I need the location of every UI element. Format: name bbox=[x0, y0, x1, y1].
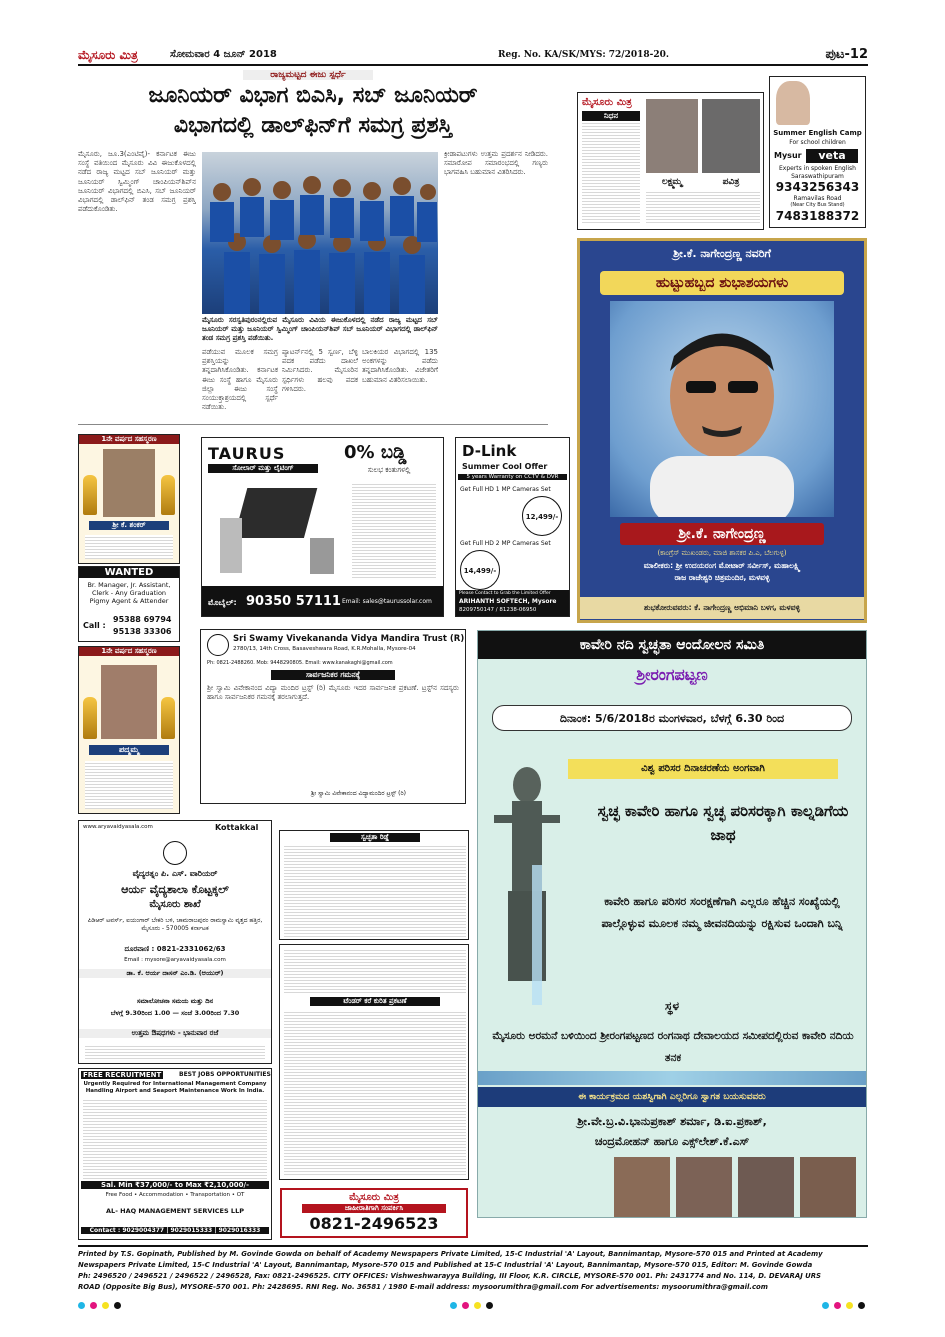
birthday-greeting: ಹುಟ್ಟುಹಬ್ಬದ ಶುಭಾಶಯಗಳು bbox=[600, 271, 844, 295]
arya-email: Email : mysore@aryavaidyasala.com bbox=[124, 957, 226, 963]
magenta-dot bbox=[834, 1302, 841, 1309]
obituary-deity-photo bbox=[702, 99, 760, 173]
birthday-top-line: ಶ್ರೀ.ಕೆ. ನಾಗೇಂದ್ರಣ್ಣ ನವರಿಗೆ bbox=[673, 247, 771, 260]
veta-location-2: Ramavilas Road bbox=[793, 195, 842, 202]
wanted-roles: Br. Manager, Jr. Assistant, Clerk - Any Graduation Pigmy Agent & Attender bbox=[87, 581, 171, 605]
mm-ad-title: ಮೈಸೂರು ಮಿತ್ರ bbox=[349, 1192, 399, 1203]
mysore-mitra-ad bbox=[280, 1188, 468, 1238]
trust-public-notice bbox=[200, 629, 466, 804]
recruit-title-2: BEST JOBS OPPORTUNITIES bbox=[179, 1071, 271, 1078]
arya-url: www.aryavaidyasala.com bbox=[83, 824, 153, 830]
kaveri-place: ಶ್ರೀರಂಗಪಟ್ಟಣ bbox=[636, 665, 708, 684]
kaveri-walk-title: ಸ್ವಚ್ಛ ಕಾವೇರಿ ಹಾಗೂ ಸ್ವಚ್ಛ ಪರಿಸರಕ್ಕಾಗಿ ಕಾಲ್ನಡಿಗೆಯ ಜಾಥ bbox=[597, 802, 849, 844]
trust-emblem-icon bbox=[207, 634, 229, 656]
arya-footer-text bbox=[85, 1045, 265, 1059]
arya-products: ಉತ್ತಮ ಔಷಧಗಳು - ಭಾನುವಾರ ರಜೆ bbox=[79, 1029, 271, 1038]
birthday-detail-3: ರಾಜ ರಾಜೇಶ್ವರಿ ಚಿತ್ರಮಂದಿರ, ಮಳವಳ್ಳಿ bbox=[674, 573, 770, 582]
kaveri-goddess-statue bbox=[482, 755, 572, 1005]
taurus-offer: 0% ಬಡ್ಡಿ bbox=[344, 442, 407, 463]
veta-tagline: Experts in spoken English bbox=[778, 165, 856, 172]
trust-signature: ಶ್ರೀ ಸ್ವಾಮಿ ವಿವೇಕಾನಂದ ವಿದ್ಯಾಮಂದಿರ ಟ್ರಸ್ಟ್ (ರಿ) bbox=[311, 790, 407, 797]
wanted-ad bbox=[78, 566, 180, 642]
birthday-detail-1: (ಕಾಂಗ್ರೆಸ್ ಮುಖಂಡರು, ಮಾಜಿ ಶಾಸಕರ ಪಿ.ಎ, ಬೆಲಗುಳ್ಳ) bbox=[657, 549, 787, 557]
veta-camp-sub: For school children bbox=[789, 139, 846, 146]
organiser-photo-3 bbox=[738, 1157, 794, 1217]
birthday-person-name: ಶ್ರೀ.ಕೆ. ನಾಗೇಂದ್ರಣ್ಣ bbox=[620, 523, 824, 545]
imprint-line-1: Printed by T.S. Gopinath, Published by M. Govinde Gowda on behalf of Academy Newspapers Private Limited, 15-C Industrial 'A' Layout, Bannimantap, Mysore-570 015 and Printed at Academy bbox=[78, 1250, 823, 1258]
wanted-title: WANTED bbox=[79, 567, 179, 578]
team-photo-figures bbox=[202, 152, 438, 314]
birthday-footer: ಶುಭಕೋರುವವರು: ಕೆ. ನಾಗೇಂದ್ರಣ್ಣ ಅಭಿಮಾನಿ ಬಳಗ, ಮಳವಳ್ಳಿ bbox=[580, 597, 864, 619]
veta-brand-logo: veta bbox=[806, 149, 858, 163]
arya-branch: ಮೈಸೂರು ಶಾಖೆ bbox=[149, 899, 201, 910]
free-recruitment-ad bbox=[78, 1068, 272, 1240]
imprint-line-2: Newspapers Private Limited, 15-C Industrial 'A' Layout, Bannimantap, Mysore-570 015 and Published at 15-C Industrial 'A' Layout, Bannimantap, Mysore-570 015, Editor: M. Govinde Gowda bbox=[78, 1261, 813, 1269]
cyan-dot bbox=[450, 1302, 457, 1309]
kaveri-organisers-2: ಚಂದ್ರಮೋಹನ್ ಹಾಗೂ ಎಕ್ಸ್‌ಲೇಶ್.ಕೆ.ಎಸ್ bbox=[594, 1135, 750, 1148]
masthead-logo: ಮೈಸೂರು ಮಿತ್ರ bbox=[78, 48, 138, 62]
tender-top-table bbox=[284, 845, 466, 937]
lamp-left-icon bbox=[83, 475, 97, 515]
recruit-company: AL- HAQ MANAGEMENT SERVICES LLP bbox=[106, 1207, 244, 1215]
veta-phone-2: 7483188372 bbox=[775, 209, 860, 223]
dlink-price-1-badge: 12,499/- bbox=[522, 496, 562, 536]
taurus-product-list bbox=[352, 482, 436, 578]
dlink-phone: 8209750147 / 81238-06950 bbox=[459, 607, 537, 613]
arya-brand: Kottakkal bbox=[215, 823, 259, 832]
main-article bbox=[78, 70, 548, 425]
obituary-details bbox=[646, 191, 760, 223]
trust-address: 2780/13, 14th Cross, Basaveshwara Road, K.R.Mohalla, Mysore-04 bbox=[233, 646, 416, 652]
trust-notice-body: ಶ್ರೀ ಸ್ವಾಮಿ ವಿವೇಕಾನಂದ ವಿದ್ಯಾ ಮಂದಿರ ಟ್ರಸ್ಟ್ (ರಿ) ಮೈಸೂರು ಇದರ ಸಾರ್ವಜನಿಕ ಪ್ರಕಟಣೆ. ಟ್ರಸ್ಟ್‌ನ ಸದಸ್ಯರು ಹಾಗೂ ಸಾರ್ವಜನಿಕರ ಗಮನಕ್ಕೆ ತರಲಾಗುತ್ತದೆ. bbox=[207, 684, 459, 702]
magenta-dot bbox=[90, 1302, 97, 1309]
imprint-footer bbox=[78, 1245, 868, 1295]
lamp-right-icon bbox=[161, 697, 175, 739]
trust-title: Sri Swamy Vivekananda Vidya Mandira Trust (R) bbox=[233, 634, 465, 644]
birthday-detail-2: ಮಾಲೀಕರು: ಶ್ರೀ ಉದಯರಂಗ ಮೋಟಾರ್ ಸರ್ವೀಸ್, ಮಹಾಲಕ್ಷ್ಮಿ bbox=[643, 561, 801, 570]
tender-notice-top bbox=[279, 830, 469, 940]
imprint-line-4: ROAD (Opposite Big Bus), MYSORE-570 001. Ph: 2428695. RNI Reg. No. 36581 / 1980 E-mail address: mysoorumithra@gmail.com For advertisements: mysoorumithra@gmail.com bbox=[78, 1283, 768, 1291]
taurus-solar-ad bbox=[201, 437, 444, 617]
registration-dots-right bbox=[822, 1302, 872, 1312]
recruit-job-list bbox=[83, 1099, 267, 1179]
cyan-dot bbox=[78, 1302, 85, 1309]
veta-location-2-note: (Near City Bus Stand) bbox=[790, 202, 845, 208]
arya-address: ಪಿಡಿಆರ್ ಟವರ್ಸ್, ಐಯಂಗಾರ್ ಬೇಕರಿ ಬಳಿ, ಚಾಮರಾಜಪುರಂ ರಾಮಸ್ವಾಮಿ ವೃತ್ತದ ಹತ್ತಿರ, ಮೈಸೂರು - 570005 ಕರ್ನಾಟಕ bbox=[87, 917, 263, 932]
obituary-name: ಲಕ್ಷ್ಮಮ್ಮ bbox=[661, 177, 683, 187]
black-dot bbox=[486, 1302, 493, 1309]
tender-notice-bottom bbox=[279, 944, 469, 1180]
dlink-company: ARIHANTH SOFTECH, Mysore bbox=[459, 598, 557, 605]
registration-dots-left bbox=[78, 1302, 148, 1312]
article-column-3: ಪ್ಯಾಟರ್ನ್‌ನಲ್ಲಿ 5 ಸ್ವರ್ಣ, ಬೆಳ್ಳಿ ಪದಕ ಪಡೆದು ದಾಖಲೆ ನಿರ್ಮಿಸಿದರು. ಮೈಸೂರಿನ ಸ್ಪರ್ಧಿಗಳು ಹಲವು ಪದಕ ಗಳಿಸಿದರು. bbox=[282, 348, 358, 393]
anniversary-2-name: ಪದ್ಮಮ್ಮ bbox=[89, 745, 169, 755]
kaveri-venue-label: ಸ್ಥಳ bbox=[664, 999, 680, 1013]
kaveri-river-strip bbox=[478, 1071, 866, 1085]
anniversary-1-photo bbox=[103, 449, 155, 517]
article-kicker: ರಾಜ್ಯಮಟ್ಟದ ಈಜು ಸ್ಪರ್ಧೆ bbox=[243, 70, 373, 80]
imprint-line-3: Ph: 2496520 / 2496521 / 2496522 / 2496528, Fax: 0821-2496525. CITY OFFICES: Vishweshwarayya Building, III Floor, K.R. CIRCLE, MYSORE-570 001. Ph: 2431774 and No. 114, D. DEVARAJ URS bbox=[78, 1272, 822, 1280]
tender-bottom-body bbox=[284, 1011, 466, 1175]
arya-emblem-icon bbox=[163, 841, 187, 865]
arya-doctor: ಡಾ. ಕೆ. ಆರ್ಯ ದಾಸನ್ ಎಂ.ಡಿ. (ಆಯುರ್) bbox=[79, 969, 271, 978]
taurus-email: Email: sales@taurussolar.com bbox=[342, 598, 432, 605]
wanted-phone-2: 95138 33306 bbox=[113, 627, 172, 636]
recruit-salary: Sal. Min ₹37,000/- to Max ₹2,10,000/- bbox=[81, 1181, 269, 1189]
obituary-caption: ಪವಿತ್ರ bbox=[722, 177, 740, 187]
anniversary-2-photo bbox=[101, 665, 157, 739]
tender-bottom-header bbox=[284, 949, 466, 993]
taurus-offer-sub: ಸುಲಭ ಕಂತುಗಳಲ್ಲಿ bbox=[367, 466, 411, 474]
organiser-photo-2 bbox=[676, 1157, 732, 1217]
yellow-dot bbox=[474, 1302, 481, 1309]
trust-notice-heading: ಸಾರ್ವಜನಿಕರ ಗಮನಕ್ಕೆ bbox=[271, 670, 395, 680]
page-number: ಪುಟ-12 bbox=[825, 47, 868, 62]
article-column-4: ಬಾಲಕಿಯರ ವಿಭಾಗದಲ್ಲಿ 135 ಅಂಕಗಳನ್ನು ಪಡೆದು ತನ್ನದಾಗಿಸಿಕೊಂಡಿತು. ವಿಜೇತರಿಗೆ ಬಹುಮಾನ ವಿತರಿಸಲಾಯಿತು. bbox=[362, 348, 438, 384]
kaveri-venue: ಮೈಸೂರು ಅರಮನೆ ಬಳಿಯಿಂದ ಶ್ರೀರಂಗಪಟ್ಟಣದ ರಂಗನಾಥ ದೇವಾಲಯದ ಸಮೀಪದಲ್ಲಿರುವ ಕಾವೇರಿ ನದಿಯ ತನಕ bbox=[492, 1030, 854, 1064]
yellow-dot bbox=[102, 1302, 109, 1309]
team-photo bbox=[202, 152, 438, 314]
arya-timing-label: ಸಮಾಲೋಚನಾ ಸಮಯ ಮತ್ತು ದಿನ bbox=[136, 997, 214, 1005]
arya-vaidya-sala-ad bbox=[78, 820, 272, 1064]
tender-top-title: ಸ್ವಚ್ಛತಾ ರಿಡ್ಡೆ bbox=[330, 833, 420, 842]
taurus-mobile: 90350 57111 bbox=[246, 594, 341, 609]
kaveri-appeal: ಕಾವೇರಿ ಹಾಗೂ ಪರಿಸರ ಸಂರಕ್ಷಣೆಗಾಗಿ ಎಲ್ಲರೂ ಹೆಚ್ಚಿನ ಸಂಖ್ಯೆಯಲ್ಲಿ ಪಾಲ್ಗೊಳ್ಳುವ ಮೂಲಕ ನಮ್ಮ ಜೀವನದಿಯನ್ನು ರಕ್ಷಿಸುವ ಒಂದಾಗಿ ಬನ್ನಿ bbox=[601, 895, 843, 930]
kaveri-org-name: ಕಾವೇರಿ ನದಿ ಸ್ವಚ್ಛತಾ ಆಂದೋಲನ ಸಮಿತಿ bbox=[478, 631, 866, 659]
birthday-wishes-ad bbox=[577, 238, 867, 623]
recruit-contact: Contact : 9029004377 | 9029015333 | 9029016333 bbox=[81, 1227, 269, 1234]
veta-kid-photo bbox=[776, 81, 810, 125]
dlink-offer-2: Get Full HD 2 MP Cameras Set bbox=[460, 540, 551, 547]
registration-number: Reg. No. KA/SK/MYS: 72/2018-20. bbox=[498, 50, 670, 60]
kaveri-organisers-1: ಶ್ರೀ.ವೇ.ಬ್ರ.ವಿ.ಭಾನುಪ್ರಕಾಶ್ ಶರ್ಮಾ, ಡಿ.ಐ.ಪ್ರಕಾಶ್, bbox=[577, 1115, 767, 1128]
anniversary-2-text bbox=[85, 761, 173, 809]
veta-camp-title: Summer English Camp bbox=[773, 129, 862, 137]
veta-location-1: Saraswathipuram bbox=[791, 173, 844, 180]
obituary-photo bbox=[646, 99, 698, 173]
yellow-dot bbox=[846, 1302, 853, 1309]
birthday-portrait bbox=[610, 301, 834, 517]
dlink-contact-note: Please Contact to Grab the Limited Offer bbox=[459, 591, 551, 596]
organiser-photo-1 bbox=[614, 1157, 670, 1217]
organiser-photo-4 bbox=[800, 1157, 856, 1217]
article-headline-line2: ವಿಭಾಗದಲ್ಲಿ ಡಾಲ್‌ಫಿನ್‌ಗೆ ಸಮಗ್ರ ಪ್ರಶಸ್ತಿ bbox=[173, 113, 453, 138]
dlink-cctv-ad bbox=[455, 437, 570, 617]
obituary-paper-title: ಮೈಸೂರು ಮಿತ್ರ bbox=[582, 97, 632, 108]
masthead-bar bbox=[78, 46, 868, 66]
kaveri-invitation: ಈ ಕಾರ್ಯಕ್ರಮದ ಯಶಸ್ವಿಗಾಗಿ ಎಲ್ಲರಿಗೂ ಸ್ವಾಗತ ಬಯಸುವವರು bbox=[478, 1087, 866, 1107]
arya-timing: ಬೆಳಗ್ಗೆ 9.30ರಿಂದ 1.00 — ಸಂಜೆ 3.00ರಿಂದ 7.30 bbox=[110, 1009, 240, 1017]
recruit-title: FREE RECRUITMENT bbox=[83, 1071, 162, 1079]
mm-ad-phone: 0821-2496523 bbox=[309, 1214, 439, 1233]
wanted-phone-1: 95388 69794 bbox=[113, 615, 172, 624]
black-dot bbox=[858, 1302, 865, 1309]
dlink-warranty: 5 years Warranty on CCTV & DVR bbox=[458, 474, 567, 480]
anniversary-2-title: 1ನೇ ವರ್ಷದ ಸಹಸ್ಮರಣ bbox=[79, 647, 179, 656]
tender-bottom-title: ಟೆಂಡರ್ ಕರೆ ಕುರಿತ ಪ್ರಕಟಣೆ bbox=[310, 997, 440, 1006]
veta-brand-prefix: Mysur bbox=[774, 151, 802, 160]
team-photo-caption: ಮೈಸೂರು ಸರಸ್ವತಿಪುರಂನಲ್ಲಿರುವ ಮೈಸೂರು ವಿವಿಯ ಈಜುಕೊಳದಲ್ಲಿ ನಡೆದ ರಾಜ್ಯ ಮಟ್ಟದ ಸಬ್ ಜೂನಿಯರ್ ಮತ್ತು ಜೂನಿಯರ್ ಸ್ವಿಮ್ಮಿಂಗ್ ಚಾಂಪಿಯನ್‌ಶಿಪ್ ಸಬ್ ಜೂನಿಯರ್ ವಿಭಾಗದಲ್ಲಿ ಡಾಲ್‌ಫಿನ್ ತಂಡ ಸಮಗ್ರ ಪ್ರಶಸ್ತಿ ಪಡೆಯಿತು. bbox=[202, 316, 438, 343]
anniversary-1-text bbox=[85, 535, 173, 559]
arya-title: ಆರ್ಯ ವೈದ್ಯಶಾಲಾ ಕೊಟ್ಟಕ್ಕಲ್ bbox=[121, 883, 229, 896]
solar-panel-illustration bbox=[210, 478, 340, 578]
kaveri-date: ದಿನಾಂಕ: 5/6/2018ರ ಮಂಗಳವಾರ, ಬೆಳಗ್ಗೆ 6.30 ರಿಂದ bbox=[492, 705, 852, 731]
article-headline-line1: ಜೂನಿಯರ್ ವಿಭಾಗ ಬಿಎಸಿ, ಸಬ್ ಜೂನಿಯರ್ bbox=[148, 83, 478, 108]
taurus-mobile-label: ಮೊಬೈಲ್: bbox=[208, 598, 237, 607]
obituary-text-block bbox=[582, 123, 640, 223]
anniversary-1-name: ಶ್ರೀ ಕೆ. ಶಂಕರ್ bbox=[89, 521, 169, 530]
article-column-2: ಪಡೆಯುವ ಮೂಲಕ ಸಮಗ್ರ ಪ್ರಶಸ್ತಿಯನ್ನು ತನ್ನದಾಗಿಸಿಕೊಂಡಿತು. ಕರ್ನಾಟಕ ಈಜು ಸಂಸ್ಥೆ ಹಾಗೂ ಮೈಸೂರು ಜಿಲ್ಲಾ ಈಜು ಸಂಸ್ಥೆ ಸಂಯುಕ್ತಾಶ್ರಯದಲ್ಲಿ ಸ್ಪರ್ಧೆ ನಡೆಯಿತು. bbox=[202, 348, 278, 412]
arya-founder: ವೈದ್ಯರತ್ನಂ ಪಿ. ಎಸ್. ವಾರಿಯರ್ bbox=[132, 869, 218, 878]
lamp-left-icon bbox=[83, 697, 97, 739]
black-dot bbox=[114, 1302, 121, 1309]
veta-phone-1: 9343256343 bbox=[775, 180, 860, 194]
dlink-offer-title: Summer Cool Offer bbox=[462, 462, 548, 471]
issue-date: ಸೋಮವಾರ 4 ಜೂನ್ 2018 bbox=[170, 49, 277, 60]
article-column-5: ಕ್ರೀಡಾಪಟುಗಳು ಉತ್ತಮ ಪ್ರದರ್ಶನ ನೀಡಿದರು. ಸಮಾರೋಪ ಸಮಾರಂಭದಲ್ಲಿ ಗಣ್ಯರು ಭಾಗವಹಿಸಿ ಬಹುಮಾನ ವಿತರಿಸಿದರು. bbox=[444, 150, 548, 177]
kaveri-cleanliness-ad bbox=[477, 630, 867, 1218]
anniversary-notice-1 bbox=[78, 434, 180, 564]
dlink-logo: D-Link bbox=[462, 442, 517, 460]
anniversary-notice-2 bbox=[78, 646, 180, 814]
arya-phone: ದೂರವಾಣಿ : 0821-2331062/63 bbox=[124, 945, 226, 953]
magenta-dot bbox=[462, 1302, 469, 1309]
taurus-subtitle: ಸೋಲಾರ್ ಮತ್ತು ಲೈಟಿಂಗ್ bbox=[208, 464, 318, 473]
obituary-heading: ನಿಧನ bbox=[582, 111, 640, 121]
trust-phone: Ph: 0821-2488260. Mob: 9448290805. Email: www.kanakaghi@gmail.com bbox=[207, 660, 393, 666]
veta-english-camp-ad bbox=[769, 76, 866, 228]
article-column-1: ಮೈಸೂರು, ಜೂ.3(ಎಂಟಿವೈ)- ಕರ್ನಾಟಕ ಈಜು ಸಂಸ್ಥೆ ವತಿಯಿಂದ ಮೈಸೂರು ವಿವಿ ಈಜುಕೊಳದಲ್ಲಿ ನಡೆದ ರಾಜ್ಯ ಮಟ್ಟದ ಸಬ್ ಜೂನಿಯರ್ ಮತ್ತು ಜೂನಿಯರ್ ಸ್ವಿಮ್ಮಿಂಗ್ ಚಾಂಪಿಯನ್‌ಶಿಪ್‌ನ ಜೂನಿಯರ್ ವಿಭಾಗದಲ್ಲಿ ಬಿಎಸಿ, ಸಬ್ ಜೂನಿಯರ್ ವಿಭಾಗದಲ್ಲಿ ಡಾಲ್‌ಫಿನ್ ತಂಡ ಸಮಗ್ರ ಪ್ರಶಸ್ತಿ ಪಡೆದುಕೊಂಡಿತು. bbox=[78, 150, 196, 214]
recruit-perks: Free Food • Accommodation • Transportation • OT bbox=[105, 1192, 245, 1198]
dlink-price-2-badge: 14,499/- bbox=[460, 550, 500, 590]
birthday-portrait-figure bbox=[610, 301, 834, 517]
registration-dots-center bbox=[450, 1302, 500, 1312]
taurus-logo: TAURUS bbox=[208, 444, 286, 463]
dlink-offer-1: Get Full HD 1 MP Cameras Set bbox=[460, 486, 551, 493]
kaveri-banner: ವಿಶ್ವ ಪರಿಸರ ದಿನಾಚರಣೆಯ ಅಂಗವಾಗಿ bbox=[568, 759, 838, 779]
obituary-notice bbox=[577, 92, 764, 230]
anniversary-1-title: 1ನೇ ವರ್ಷದ ಸಹಸ್ಮರಣ bbox=[79, 435, 179, 444]
lamp-right-icon bbox=[161, 475, 175, 515]
mm-ad-sub: ಜಾಹೀರಾತಿಗಾಗಿ ಸಂಪರ್ಕಿಸಿ bbox=[302, 1204, 446, 1213]
cyan-dot bbox=[822, 1302, 829, 1309]
recruit-sub: Urgently Required for International Management Company Handling Airport and Seaport Maintenance Work In India. bbox=[83, 1081, 267, 1094]
wanted-call-label: Call : bbox=[83, 621, 106, 630]
